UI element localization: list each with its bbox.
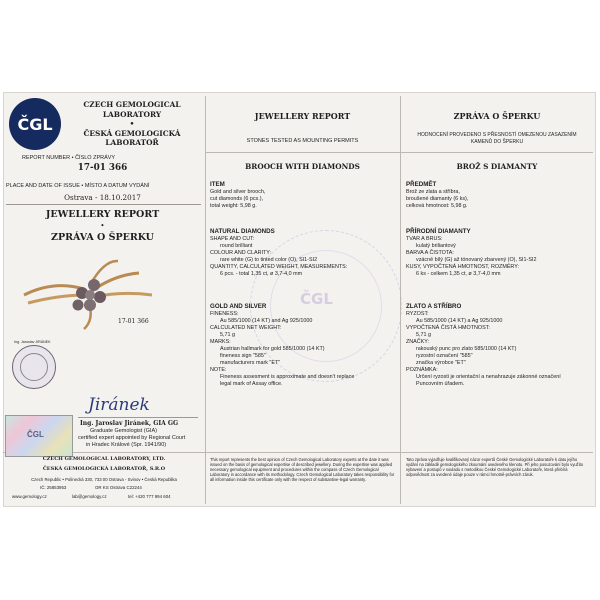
report-number-label: REPORT NUMBER • ČÍSLO ZPRÁVY	[22, 155, 116, 161]
cz-fineness-label: RYZOST:	[406, 311, 429, 317]
footer-or: OR KS Ostrava C22244	[95, 485, 142, 490]
cz-item-line: celková hmotnost: 5,98 g.	[406, 203, 468, 209]
en-diamonds-block	[210, 236, 347, 278]
footer-divider-left	[205, 452, 206, 504]
report-number: 17-01 366	[77, 163, 128, 173]
en-marks-label: MARKS:	[210, 339, 231, 345]
column-divider-right	[400, 96, 401, 452]
footer-disclaimer-en: This report represents the best opinion of Czech Gemological Laboratory experts at the date it was issued on the basis of gemological expertise of described jewellery. During the expertise was applied necessary gemological equipment and procedures within the compass of Czech Gemological Laboratory in accordance with its methodology. Czech Gemological Laboratory takes responsibility for all information inside this certificate only with the respect of substantive-legal warranty.	[210, 457, 395, 483]
en-shape-value: round brilliant	[220, 243, 253, 249]
report-rule	[6, 204, 201, 205]
gemologist-appointed: certified expert appointed by Regional Court	[78, 435, 186, 441]
cz-weight-value: 5,71 g	[416, 332, 431, 338]
en-note-value: legal mark of Assay office.	[220, 381, 283, 387]
en-colour-value: rare white (G) to tinted color (O), SI1-SI2	[220, 257, 318, 263]
cz-diamonds-label: PŘÍRODNÍ DIAMANTY	[406, 228, 471, 235]
cz-item-lines	[406, 189, 468, 210]
signature: Jiránek	[88, 395, 150, 415]
lab-name-bullet: •	[129, 119, 135, 128]
en-marks-value: Austrian hallmark for gold 585/1000 (14 KT)	[220, 346, 325, 352]
en-item-line: Gold and silver brooch,	[210, 189, 266, 195]
cz-header: ZPRÁVA O ŠPERKU	[453, 111, 541, 121]
en-quantity-label: QUANTITY, CALCULATED WEIGHT, MEASUREMENTS:	[210, 264, 348, 270]
en-note-label: NOTE:	[210, 367, 227, 373]
en-fineness-label: FINENESS:	[210, 311, 239, 317]
expert-seal-inner	[20, 353, 48, 381]
gemologist-title: Graduate Gemologist (GIA)	[90, 428, 157, 434]
place-date-value: Ostrava - 18.10.2017	[64, 193, 141, 202]
lab-name-en-line1: CZECH GEMOLOGICAL	[83, 100, 181, 109]
column-divider-left	[205, 96, 206, 452]
cgl-logo-text: ČGL	[17, 114, 53, 134]
cz-quantity-label: KUSY, VYPOČTENÁ HMOTNOST, ROZMĚRY:	[406, 264, 520, 270]
cz-diamonds-block	[406, 236, 536, 278]
report-title-en: JEWELLERY REPORT	[45, 209, 160, 220]
en-header: JEWELLERY REPORT	[254, 111, 351, 121]
en-colour-label: COLOUR AND CLARITY:	[210, 250, 272, 256]
lab-name-cz-line1: ČESKÁ GEMOLOGICKÁ	[83, 128, 181, 138]
footer-disclaimer-cz: Tato zpráva vyjadřuje kvalifikovaný názor expertů České Gemologické Laboratoře k datu jejího vydání na základě gemologického zkoumání uvedeného klenotu. Při jeho posuzování bylo využito vybavení a postupů v souladu s metodikou České Gemologické Laboratoře, která přebírá odpovědnost za uvedené údaje pouze v rámci hmotně-právních záruk.	[406, 457, 584, 478]
footer-lab-en: CZECH GEMOLOGICAL LABORATORY, LTD.	[42, 456, 166, 462]
cz-note-label: POZNÁMKA:	[406, 367, 438, 373]
cz-marks-value: značka výrobce "ET"	[416, 360, 466, 366]
en-marks-value: fineness sign "585"	[220, 353, 266, 359]
cz-colour-value: vzácně bílý (G) až tónovaný zbarvený (O), SI1-SI2	[416, 257, 537, 263]
footer-lab-cz: ČESKÁ GEMOLOGICKÁ LABORATOŘ, S.R.O	[42, 466, 166, 472]
footer-divider-right	[400, 452, 401, 504]
cz-subheader-line1: HODNOCENÍ PROVEDENO S PŘESNOSTÍ OMEZENOU ZASAZENÍM	[417, 132, 577, 138]
en-marks-value: manufacturers mark "ET"	[220, 360, 281, 366]
cz-colour-label: BARVA A ČISTOTA:	[406, 250, 454, 256]
cz-marks-value: rakouský punc pro zlato 585/1000 (14 KT)	[416, 346, 517, 352]
lab-name	[66, 100, 198, 148]
report-title-bullet: •	[100, 222, 105, 230]
cz-metal-block	[406, 311, 561, 388]
en-metal-label: GOLD AND SILVER	[210, 303, 267, 310]
cgl-logo	[9, 98, 61, 150]
en-item-label: ITEM	[210, 181, 225, 188]
cz-item-title: BROŽ S DIAMANTY	[456, 162, 538, 171]
en-fineness-value: Au 585/1000 (14 KT) and Ag 925/1000	[220, 318, 313, 324]
expert-seal-text: Ing. Jaroslav JIRÁNEK	[14, 340, 51, 344]
en-quantity-value: 6 pcs. - total 1,35 ct, ø 3,7-4,0 mm	[220, 271, 303, 277]
en-shape-label: SHAPE AND CUT:	[210, 236, 255, 242]
en-item-title: BROOCH WITH DIAMONDS	[245, 162, 360, 171]
en-item-lines	[210, 189, 265, 210]
footer-divider	[3, 452, 593, 453]
cz-metal-label: ZLATO A STŘÍBRO	[406, 303, 462, 310]
cz-subheader-line2: KAMENŮ DO ŠPERKU	[470, 139, 524, 145]
footer-phone: tel: +420 777 994 604	[128, 494, 171, 499]
signature-rule	[78, 417, 198, 418]
en-weight-value: 5,71 g	[220, 332, 235, 338]
cz-item-line: broušené diamanty (6 ks),	[406, 196, 469, 202]
en-diamonds-label: NATURAL DIAMONDS	[210, 228, 275, 235]
footer-email-link[interactable]: lab@gemology.cz	[72, 494, 107, 499]
cz-quantity-value: 6 ks - celkem 1,35 ct, ø 3,7-4,0 mm	[416, 271, 501, 277]
footer-ic: IČ: 25853953	[40, 485, 67, 490]
gemologist-name: Ing. Jaroslav Jiránek, GIA GG	[80, 420, 179, 427]
en-item-line: cut diamonds (6 pcs.),	[210, 196, 264, 202]
cz-note-value: Puncovním úřadem.	[416, 381, 465, 387]
en-note-value: Fineness assesment is approximate and doesn't replace	[220, 374, 355, 380]
cz-note-value: Určení ryzosti je orientační a nenahrazuje zákonné označení	[416, 374, 561, 380]
cz-shape-label: TVAR A BRUS:	[406, 236, 443, 242]
en-item-line: total weight: 5,98 g.	[210, 203, 257, 209]
en-metal-block	[210, 311, 354, 388]
lab-name-cz-line2: LABORATOŘ	[105, 138, 159, 147]
lab-name-en-line2: LABORATORY	[102, 109, 162, 119]
cz-item-line: Brož ze zlata a stříbra,	[406, 189, 460, 195]
footer-address: Czech Republic • Polinecká 330, 733 00 Ostrava - Svinov • Česká Republika	[31, 477, 177, 482]
en-weight-label: CALCULATED NET WEIGHT:	[210, 325, 282, 331]
footer-web-link[interactable]: www.gemology.cz	[12, 494, 47, 499]
cz-fineness-value: Au 585/1000 (14 KT) a Ag 925/1000	[416, 318, 503, 324]
cz-weight-label: VYPOČTENÁ ČISTÁ HMOTNOST:	[406, 325, 490, 331]
hologram-text: ČGL	[27, 430, 44, 439]
place-date-label: PLACE AND DATE OF ISSUE • MÍSTO A DATUM VYDÁNÍ	[6, 183, 150, 189]
cz-item-label: PŘEDMĚT	[406, 181, 437, 188]
photo-report-number: 17-01 366	[118, 318, 149, 325]
header-divider	[205, 152, 593, 153]
cz-marks-label: ZNAČKY:	[406, 339, 430, 345]
watermark-text: ČGL	[300, 290, 333, 308]
cz-shape-value: kulatý briliantový	[416, 243, 456, 249]
en-subheader: STONES TESTED AS MOUNTING PERMITS	[246, 138, 359, 144]
gemologist-court: in Hradec Králové (Spr. 1941/90)	[86, 442, 167, 448]
report-title-cz: ZPRÁVA O ŠPERKU	[51, 232, 154, 243]
cz-marks-value: ryzostní označení "585"	[416, 353, 473, 359]
